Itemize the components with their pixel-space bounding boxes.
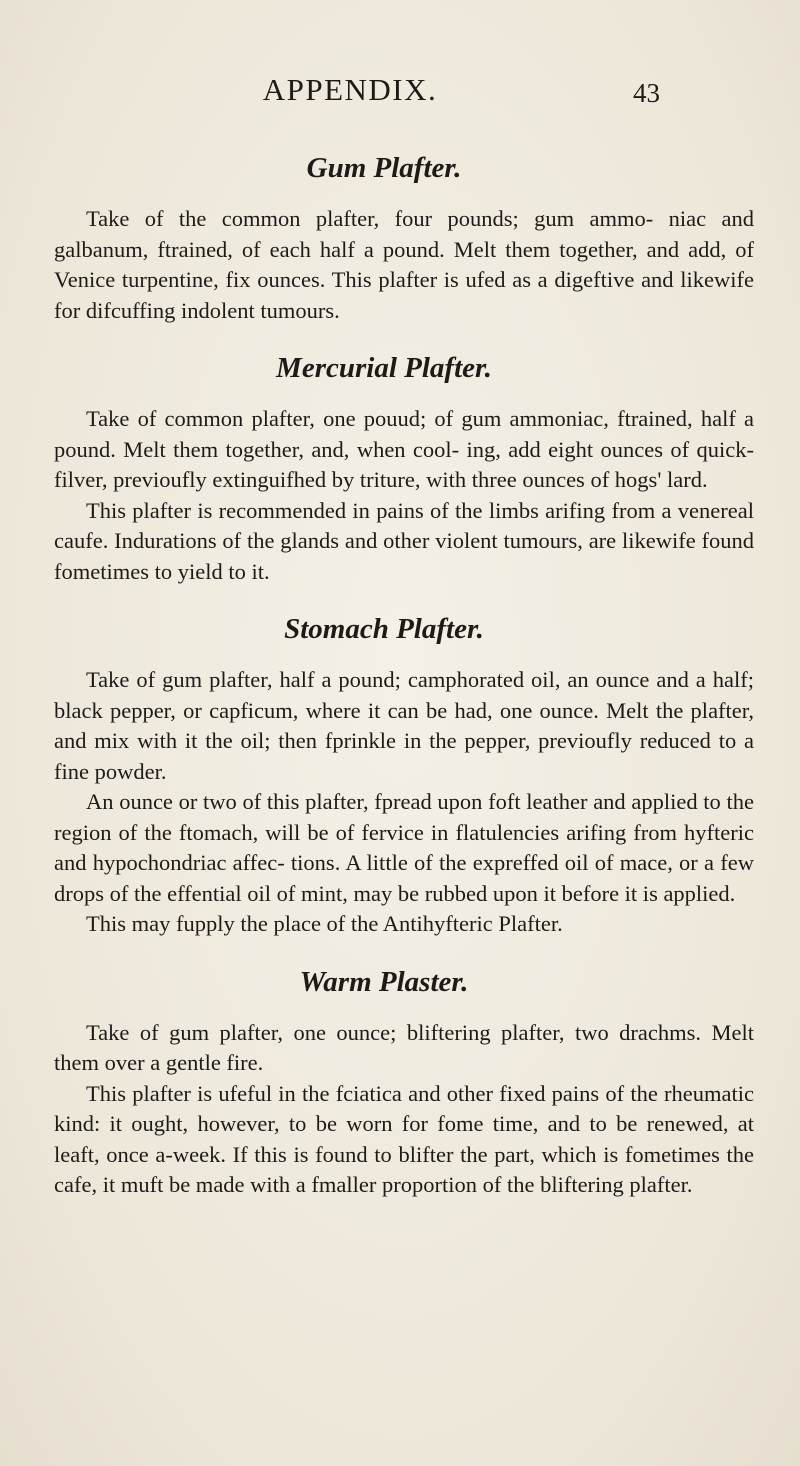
paragraph: Take of common plafter, one pouud; of gum ammoniac, ftrained, half a pound. Melt them together, and, when cool- ing, add eight ounces of quick-filver, previoufly extinguifhed by triture, with three ounces of hogs' lard. — [54, 406, 754, 492]
section-title-mercurial-plaster: Mercurial Plafter. — [276, 352, 492, 384]
paragraph: Take of the common plafter, four pounds; gum ammo- niac and galbanum, ftrained, of each half a pound. Melt them together, and add, of Venice turpentine, fix ounces. This plafter is ufed as a digeftive and likewife for difcuffing indolent tumours. — [54, 206, 754, 323]
paragraph: An ounce or two of this plafter, fpread upon foft leather and applied to the region of the ftomach, will be of fervice in flatulencies arifing from hyfteric and hypochondriac affec- tions. A little of the expreffed oil of mace, or a few drops of the effential oil of mint, may be rubbed upon it before it is applied. — [54, 789, 754, 906]
paragraph: Take of gum plafter, one ounce; bliftering plafter, two drachms. Melt them over a gentle fire. — [54, 1019, 754, 1075]
section-title-gum-plaster: Gum Plafter. — [306, 152, 462, 184]
running-head: APPENDIX. — [262, 72, 438, 107]
paragraph: This plafter is recommended in pains of the limbs arifing from a venereal caufe. Indurations of the glands and other violent tumours, are likewife found fometimes to yield to it. — [54, 497, 754, 584]
section-title-stomach-plaster: Stomach Plafter. — [284, 613, 484, 645]
paragraph: Take of gum plafter, half a pound; camphorated oil, an ounce and a half; black pepper, or capficum, where it can be had, one ounce. Melt the plafter, and mix with it the oil; then fprinkle in the pepper, previoufly reduced to a fine powder. — [54, 667, 754, 784]
page-number: 43 — [633, 78, 660, 108]
paragraph: This plafter is ufeful in the fciatica and other fixed pains of the rheumatic kind: it ought, however, to be worn for fome time, and to be renewed, at leaft, once a-week. If this is found to blifter the part, which is fometimes the cafe, it muft be made with a fmaller proportion of the bliftering plafter. — [54, 1080, 754, 1197]
section-title-warm-plaster: Warm Plaster. — [299, 965, 469, 998]
page-header — [0, 72, 800, 112]
paragraph: This may fupply the place of the Antihyfteric Plafter. — [86, 911, 563, 936]
page-body — [54, 148, 754, 1201]
